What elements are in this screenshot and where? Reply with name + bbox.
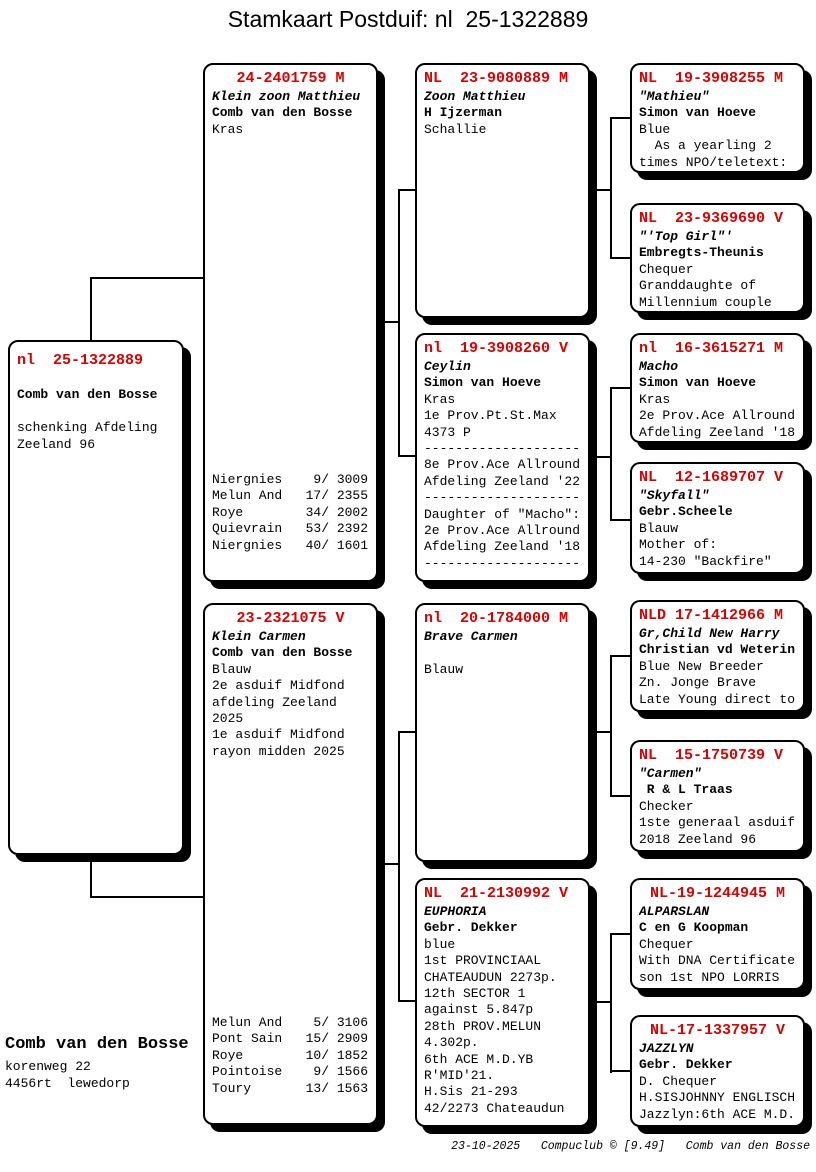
pedigree-box-dam-sire-dam [630,740,805,852]
connector-line [610,655,630,657]
pigeon-details [639,1041,796,1123]
text-line: Afdeling Zeeland '18 [424,539,581,555]
text-line: rayon midden 2025 [212,743,345,759]
text-line: 12th SECTOR 1 [424,986,526,1002]
connector-line [398,189,415,191]
text-line: Gr,Child New Harry [639,626,780,641]
text-line: Schallie [424,121,487,137]
text-line: Zn. Jonge Brave [639,675,757,691]
text-line: Embregts-Theunis [639,245,764,261]
connector-line [610,795,630,797]
pigeon-details [424,629,581,678]
text-line: Brave Carmen [424,629,518,644]
owner-address-line2: 4456rt lewedorp [5,1076,130,1091]
text-line: Roye 34/ 2002 [212,504,369,520]
connector-line [610,117,630,119]
text-line: Simon van Hoeve [639,105,757,121]
ring-number: NLD 17-1412966 M [639,607,784,624]
text-line: Klein zoon Matthieu [212,89,361,104]
owner-name: Comb van den Bosse [5,1035,189,1054]
ring-number: nl 16-3615271 M [639,340,784,357]
text-line: Blauw [639,520,679,536]
connector-line [592,189,610,191]
ring-number: NL 21-2130992 V [424,885,569,902]
pigeon-details [424,89,581,138]
pedigree-box-subject [8,340,184,855]
text-line: H Ijzerman [424,105,503,121]
print-footer: 23-10-2025 Compuclub © [9.49] Comb van den Bosse [451,1140,810,1153]
pigeon-details [639,904,796,986]
text-line: 2025 [212,711,244,727]
text-line: CHATEAUDUN 2273p. [424,969,557,985]
text-line: Ceylin [424,359,471,374]
connector-line [90,896,203,898]
text-line: Zeeland 96 [17,436,96,452]
text-line: Niergnies 40/ 1601 [212,537,369,553]
text-line [17,404,175,420]
text-line: -------------------- [424,490,581,506]
text-line: 1ste generaal asduif [639,815,796,831]
card-title: Stamkaart Postduif: nl 25-1322889 [227,6,589,32]
connector-line [380,321,398,323]
pedigree-box-sire-sire-sire [630,63,805,173]
text-line: Simon van Hoeve [424,375,542,391]
text-line: "'Top Girl"' [639,229,733,244]
text-line: 4373 P [424,424,471,440]
text-line: R'MID'21. [424,1068,495,1084]
text-line: Checker [639,798,694,814]
text-line: 8e Prov.Ace Allround [424,457,581,473]
pedigree-box-sire-dam-sire [630,333,805,443]
text-line: Quievrain 53/ 2392 [212,521,369,537]
pedigree-box-dam-dam-sire [630,878,805,990]
pedigree-box-dam-sire [415,603,590,862]
text-line: 1st PROVINCIAAL [424,953,542,969]
text-line: Melun And 5/ 3106 [212,1014,369,1030]
text-line: Comb van den Bosse [212,105,353,121]
text-line: Zoon Matthieu [424,89,526,104]
text-line: 1e asduif Midfond [212,727,345,743]
text-line: 2e asduif Midfond [212,678,345,694]
text-line: Gebr. Dekker [639,1057,733,1073]
text-line: Roye 10/ 1852 [212,1047,369,1063]
text-line: "Carmen" [639,766,702,781]
pigeon-details [639,766,796,848]
text-line: son 1st NPO LORRIS [639,969,780,985]
text-line: Kras [212,121,244,137]
connector-line [610,117,612,259]
text-line: "Skyfall" [639,488,710,503]
pedigree-box-sire-sire-dam [630,203,805,313]
pedigree-box-dam [203,603,378,1125]
connector-line [610,655,612,797]
ring-number: 24-2401759 M [236,70,345,87]
text-line: Jazzlyn:6th ACE M.D. [639,1106,796,1122]
text-line: D. Chequer [639,1073,718,1089]
text-line [17,371,175,387]
connector-line [592,1001,610,1003]
pigeon-details [639,89,796,171]
text-line: Comb van den Bosse [17,387,158,403]
connector-line [398,731,400,1002]
ring-number: 23-2321075 V [236,610,345,627]
text-line: afdeling Zeeland [212,694,337,710]
text-line: With DNA Certificate [639,953,796,969]
pedigree-box-sire [203,63,378,582]
pigeon-details [424,359,581,572]
connector-line [90,277,92,340]
ring-number: NL-19-1244945 M [649,885,786,902]
text-line: Blue New Breeder [639,658,764,674]
text-line: Comb van den Bosse [212,645,353,661]
text-line: 1e Prov.Pt.St.Max [424,408,557,424]
text-line: Klein Carmen [212,629,306,644]
text-line: Blue [639,121,671,137]
text-line: H.SISJOHNNY ENGLISCH [639,1090,796,1106]
text-line [424,645,581,661]
connector-line [398,189,400,457]
owner-address-line1: korenweg 22 [5,1059,91,1074]
pedigree-box-sire-dam-dam [630,462,805,574]
connector-line [610,387,612,521]
connector-line [90,855,92,898]
text-line: -------------------- [424,441,581,457]
text-line: 2e Prov.Ace Allround [639,408,796,424]
text-line: Niergnies 9/ 3009 [212,471,369,487]
connector-line [592,456,610,458]
text-line: EUPHORIA [424,904,487,919]
text-line: 2018 Zeeland 96 [639,831,757,847]
text-line: 42/2273 Chateaudun [424,1100,565,1116]
text-line: C en G Koopman [639,920,749,936]
text-line: Gebr. Dekker [424,920,518,936]
text-line: Macho [639,359,679,374]
text-line: Afdeling Zeeland '22 [424,473,581,489]
race-results [212,472,369,554]
text-line: Mother of: [639,537,718,553]
text-line: Granddaughte of [639,278,757,294]
text-line: blue [424,936,456,952]
pigeon-details [639,626,796,708]
ring-number: NL 23-9080889 M [424,70,569,87]
pigeon-details [639,229,796,311]
text-line: 4.302p. [424,1035,479,1051]
ring-number: NL-17-1337957 V [649,1022,786,1039]
ring-number: NL 15-1750739 V [639,747,784,764]
text-line: -------------------- [424,555,581,571]
pigeon-details [424,904,581,1117]
text-line: Afdeling Zeeland '18 [639,424,796,440]
text-line: Kras [424,391,456,407]
pigeon-details [639,488,796,570]
race-results [212,1015,369,1097]
pigeon-details [639,359,796,441]
ring-number: nl 19-3908260 V [424,340,569,357]
connector-line [610,933,612,1073]
text-line: Kras [639,391,671,407]
text-line: Toury 13/ 1563 [212,1080,369,1096]
connector-line [398,1000,415,1002]
ring-number: nl 20-1784000 M [424,610,569,627]
text-line: Late Young direct to [639,691,796,707]
text-line: Daughter of "Macho": [424,506,581,522]
text-line: times NPO/teletext: [639,154,788,170]
text-line: ALPARSLAN [639,904,710,919]
pedigree-box-sire-sire [415,63,590,318]
pigeon-details [212,89,369,138]
text-line: Chequer [639,936,694,952]
pigeon-details [212,629,369,760]
text-line: "Mathieu" [639,89,710,104]
text-line: Christian vd Weterin [639,642,796,658]
pigeon-details [17,371,175,453]
connector-line [398,455,415,457]
connector-line [398,731,415,733]
pedigree-box-sire-dam [415,333,590,582]
ring-number: NL 12-1689707 V [639,469,784,486]
owner-block [5,1032,189,1092]
pedigree-box-dam-sire-sire [630,600,805,712]
text-line: Chequer [639,261,694,277]
connector-line [610,257,630,259]
ring-number: nl 25-1322889 [17,352,144,369]
ring-number: NL 23-9369690 V [639,210,784,227]
ring-number: NL 19-3908255 M [639,70,784,87]
text-line: Pointoise 9/ 1566 [212,1064,369,1080]
pedigree-box-dam-dam-dam [630,1015,805,1127]
pedigree-box-dam-dam [415,878,590,1127]
text-line: R & L Traas [639,782,733,798]
connector-line [380,863,398,865]
text-line: H.Sis 21-293 [424,1084,518,1100]
connector-line [610,933,630,935]
text-line: 28th PROV.MELUN [424,1018,542,1034]
connector-line [90,277,203,279]
text-line: schenking Afdeling [17,420,158,436]
connector-line [592,731,610,733]
text-line: Blauw [212,661,252,677]
text-line: Gebr.Scheele [639,504,733,520]
text-line: Blauw [424,661,464,677]
text-line: As a yearling 2 [639,138,772,154]
connector-line [610,387,630,389]
text-line: JAZZLYN [639,1041,694,1056]
text-line: Pont Sain 15/ 2909 [212,1031,369,1047]
text-line: 14-230 "Backfire" [639,553,772,569]
text-line: Millennium couple [639,294,772,310]
connector-line [610,1070,630,1072]
text-line: 2e Prov.Ace Allround [424,523,581,539]
text-line: Melun And 17/ 2355 [212,488,369,504]
text-line: Simon van Hoeve [639,375,757,391]
text-line: against 5.847p [424,1002,534,1018]
text-line: 6th ACE M.D.YB [424,1051,534,1067]
connector-line [610,519,630,521]
